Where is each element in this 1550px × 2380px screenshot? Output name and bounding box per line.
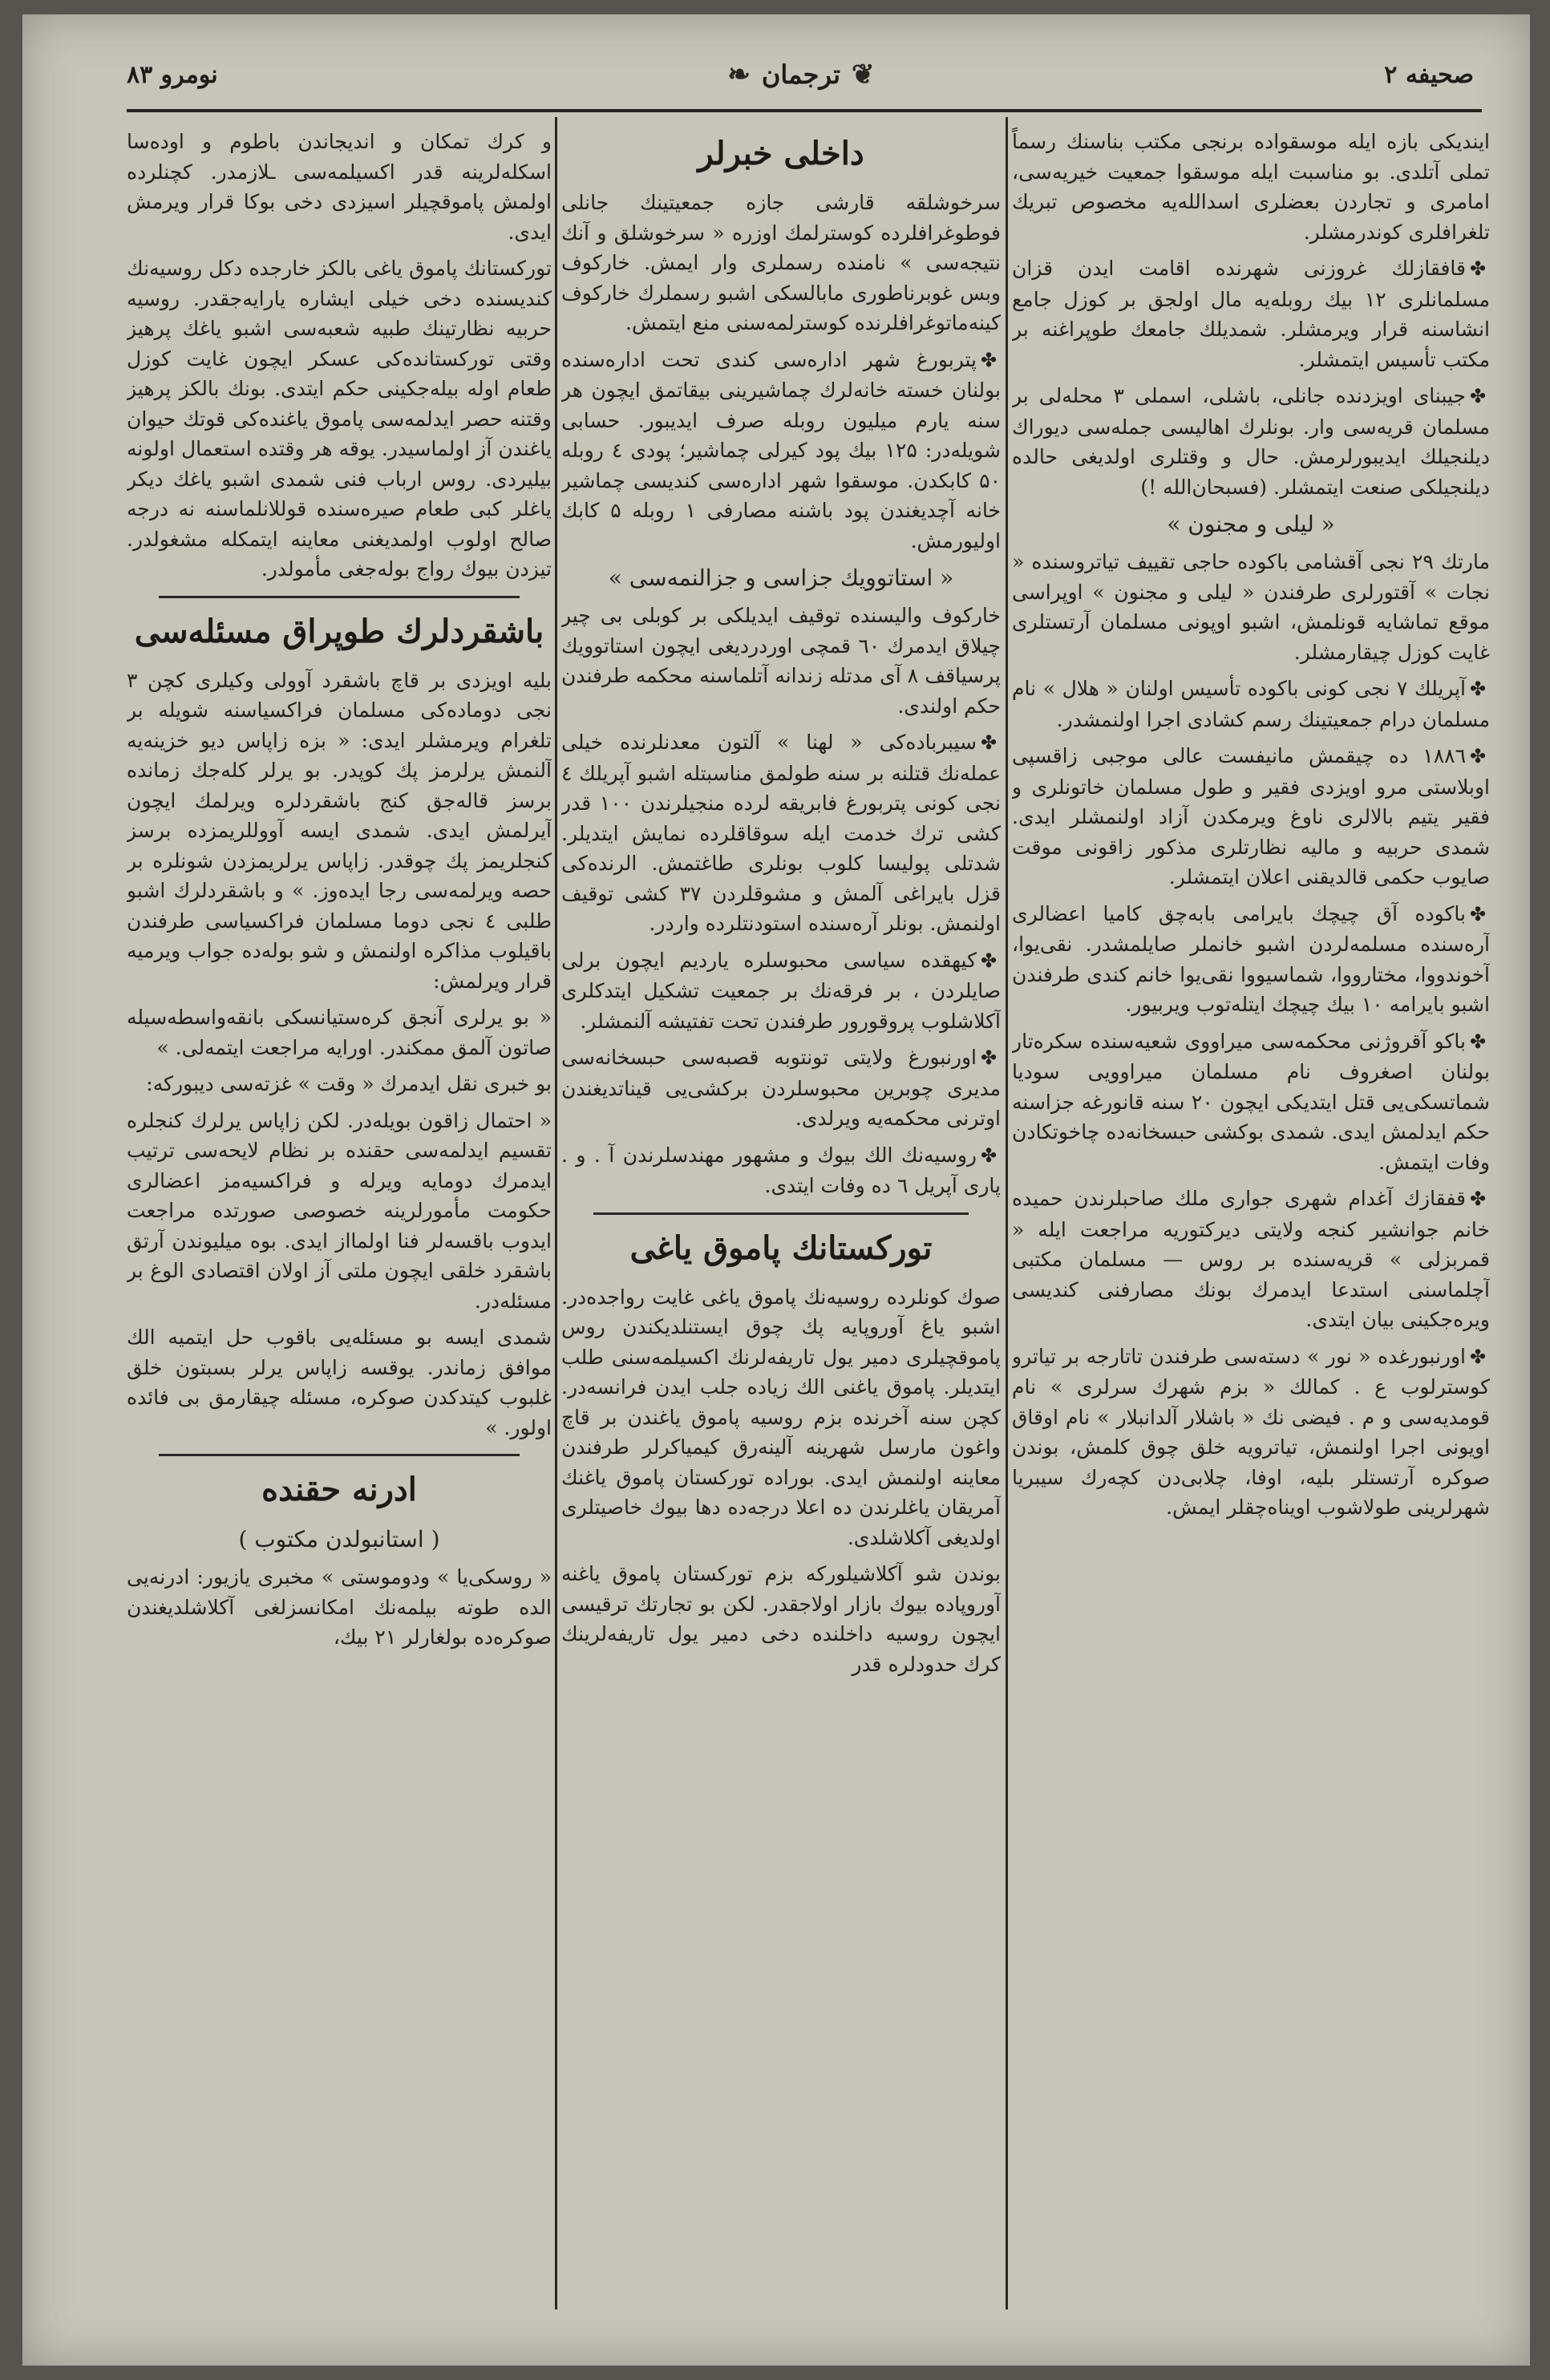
- news-paragraph: ✤قفقازك آغدام شهری جواری ملك صاحبلرندن حمیده خانم جوانشیر کنجه ولایتی دیرکتوریه مراجعت ایله « قمربزلی » قریه‌سنده بر روس — مسلمان مکتبی آچلماسنی استدعا ایدمرك بونك مصارفنی کندیسی ویره‌جکینی بیان ایتدی.: [1012, 1184, 1490, 1335]
- news-paragraph: سرخوشلقه قارشی جازه جمعیتینك جانلی فوطوغرافلرده کوسترلمك اوزره « سرخوشلق و آنك نتیجه‌سی » نامنده رسملری وار ایمش. خارکوف وبس غوبرناطوری مابالسکی اشبو رسملرك خارکوف کینه‌ماتوغرافلرنده کوسترلمه‌سنی منع ایتمش.: [561, 191, 1001, 334]
- subheading: ( استانبولدن مکتوب ): [238, 1526, 440, 1552]
- column-left: [127, 127, 552, 2309]
- news-paragraph: « بو یرلری آنجق کرەستیانسکی بانقه‌واسطه‌سیله صاتون آلمق ممکندر. اورایه مراجعت ایتمەلی. »: [127, 1006, 552, 1059]
- header-rule: [127, 109, 1482, 112]
- section-heading: ادرنه حقنده: [261, 1471, 417, 1508]
- page-header: [127, 47, 1474, 103]
- bullet-icon: ✤: [980, 1046, 998, 1069]
- bullet-icon: ✤: [1469, 902, 1487, 925]
- section-divider: [159, 1454, 520, 1456]
- bullet-icon: ✤: [1469, 1030, 1487, 1053]
- news-paragraph: صوك کونلرده روسیه‌نك پاموق یاغی غایت رواجده‌در. اشبو یاغ آوروپایه پك چوق ایستنلدیکندن روس پاموقچیلری دمیر یول تاریفه‌لرنك اکسیلمه‌سنی طلب ایتدیلر. پاموق یاغنی الك زیاده جلب ایدن فرانسه‌در. کچن سنه آخرنده بزم روسیه پاموق یاغندن بر قاچ واغون مارسل شهرینه آلینه‌رق کیمیاکرلر طرفندن معاینه اولنمش ایدی. بوراده تورکستان پاموق یاغنك آمریقان یاغلرندن ده اعلا درجه‌ده دها بیوك خاصیتلری اولدیغی آکلاشلدی.: [561, 1285, 1001, 1549]
- column-right: [1012, 127, 1490, 2309]
- news-paragraph: خارکوف والیسنده توقیف ایدیلکی بر کوبلی بی چیر چیلاق ایدمرك ٦۰ قمچی اوردردیغی ایچون استاتوویك پرسیاقف ۸ آی مدتله زندانه آتلماسنه محکمه طرفندن حکم اولندی.: [561, 604, 1001, 718]
- news-paragraph: بوندن شو آکلاشیلورکه بزم تورکستان پاموق یاغنه آوروپاده بیوك بازار اولاجقدر. لکن بو تجارتك ترقیسی ایچون روسیه داخلنده دخی دمیر یول تاریفه‌لرینك کرك حدودلره قدر: [561, 1562, 1001, 1676]
- section-heading: داخلی خبرلر: [698, 135, 864, 172]
- news-paragraph: تورکستانك پاموق یاغی بالکز خارجده دکل روسیه‌نك کندیسنده دخی خیلی ایشاره یارایه‌جقدر. روسیه حربیه نظارتینك طبیه شعبه‌سی اشبو یاغك پرهیز وقتی تورکستانده‌کی عسکر ایچون غایت کوزل طعام اوله بیله‌جکینی حکم ایتدی. بونك بالکز پرهیز وقتنه حصر ایدلمه‌سی پاموق یاغنده‌کی قوتك حیوان یاغندن آز اولماسیدر. یوقه هر وقتده استعمال اولونه بیلیردی. روس ارباب فنی شمدی اشبو یاغك دیکر یاغلر کبی طعام صیره‌سنده قوللانلماسنه نه درجه صالح اولوب اولمدیغنی معاینه ایتمکله مشغولدر. تیزدن بیوك رواج بوله‌جغی مأمولدر.: [127, 257, 552, 581]
- news-paragraph: بلیه اویزدی بر قاچ باشقرد آوولی وکیلری کچن ۳ نجی دوماده‌کی مسلمان فراکسیاسنه شویله بر تلغرام ویرمشلر ایدی: « بزه زاپاس دیو خزینه‌یه آلنمش یرلرمز پك کوپدر. بو یرلر کلەجك زمانده برسز قالەجق کنج باشقردلره ویرلمك ایچون آیرلمش ایدی. شمدی ایسه آووللریمزده برسز کنجلریمز پك چوقدر. زاپاس یرلریمزدن شونلره بر حصه ویرلمه‌سی رجا ایدەوز. » و باشقردلرك اشبو طلبی ٤ نجی دوما مسلمان فراکسیاسی طرفندن باقیلوب مذاکره اولنمش و شو بولەده جواب ویرمیه قرار ویرلمش:: [127, 668, 552, 993]
- news-paragraph: ✤کیهقده سیاسی محبوسلره یاردیم ایچون برلی صایلردن ، بر فرقه‌نك بر جمعیت تشکیل ایتدکلری آکلاشلوب پروقورور طرفندن تحت تفتیشه آلنمشلر.: [561, 945, 1001, 1037]
- news-paragraph: و کرك تمکان و انديجاندن باطوم و اوده‌سا اسکله‌لرینه قدر اکسیلمه‌سی ـلازمدر. کچنلرده اولمش پاموقچیلر اسیزدی دخی بوکا قرار ویرمش ایدی.: [127, 130, 552, 244]
- column-middle: [561, 127, 1001, 2309]
- ornament-icon: ❦: [852, 59, 875, 91]
- news-paragraph: ✤آپریلك ۷ نجی کونی باکوده تأسیس اولنان « هلال » نام مسلمان درام جمعیتینك رسم کشادی اجرا اولنمشدر.: [1012, 674, 1490, 735]
- news-paragraph: « روسکی‌یا » ودوموستی » مخبری یازیور: ادرنه‌یی الده طوته بیلمه‌نك امکانسزلغی آکلاشلدیغندن صوکره‌ده بولغارلر ۲۱ بیك،: [127, 1565, 552, 1649]
- section-heading: تورکستانك پاموق یاغی: [629, 1228, 933, 1267]
- masthead-title: ترجمان: [761, 59, 840, 90]
- section-divider: [159, 596, 520, 598]
- ornament-icon: ❧: [727, 59, 751, 91]
- bullet-icon: ✤: [1469, 1188, 1487, 1210]
- news-paragraph: ✤جیبنای اویزدنده جانلی، باشلی، اسملی ۳ محله‌لی بر مسلمان قریه‌سی وار. بونلرك اهالیسی جمله‌سی دیوراك دیلنجیلك ایدیبورلرمش. حال و وقتلری اولدیغی حالده دیلنجیلكی صنعت ایتمشلر. (فسبحان‌الله !): [1012, 381, 1490, 502]
- bullet-icon: ✤: [1469, 257, 1487, 280]
- bullet-icon: ✤: [1469, 745, 1487, 767]
- news-paragraph: « احتمال زاقون بویله‌در. لکن زاپاس یرلرك کنجلره تقسیم ایدلمه‌سی حقنده بر نظام لایحه‌سی ترتیب ایدمرك دومایه ویرله و فراکسیه‌مز اعضالری حکومت مأمورلرینه خصوصی صورتده مراجعت ایدوب باقسەلر فنا اولمااز ایدی. بوه میلیوندن آرتق باشقرد خلقی ایچون ملتی آز اولان اقتصادی الوغ بر مسئله‌در.: [127, 1108, 552, 1313]
- news-paragraph: شمدی ایسه بو مسئله‌یی باقوب حل ایتمیه الك موافق زماندر. یوقسه زاپاس یرلر بسبتون خلق غلبوب کیتدکدن صوکره، مسئله چیقارمق بی فائده اولور. »: [127, 1326, 552, 1439]
- newspaper-page: [22, 14, 1530, 2366]
- news-paragraph: بو خبری نقل ایدمرك « وقت » غزته‌سی دیبورکه:: [146, 1072, 552, 1095]
- bullet-icon: ✤: [980, 949, 998, 972]
- issue-number: نومرو ۸۳: [127, 60, 218, 89]
- news-paragraph: ✤قافقازلك غروزنی شهرنده اقامت ایدن قزان مسلمانلری ۱۲ بیك روبله‌یه مال اولجق بر کوزل جامع انشاسنه قرار ویرمشلر. شمدیلك جامعك طوپراغنه بر مکتب تأسیس ایتمشلر.: [1012, 253, 1490, 374]
- news-paragraph: ✤باکوده آق چیچك بایرامی بابه‌چق کامیا اعضالری آره‌سنده مسلمه‌لردن اشبو خانملر صایلمشدر. نقی‌یوا، آخوندووا، مختاروو‌ا، شماسیووا نقی‌یوا خانم کندی طرفندن اشبو بایرامه ۱۰ بیك چیچك ایتله‌توب ویربیور.: [1012, 899, 1490, 1020]
- bullet-icon: ✤: [1469, 385, 1487, 407]
- column-divider: [1006, 117, 1008, 2309]
- bullet-icon: ✤: [1469, 1345, 1487, 1368]
- news-paragraph: ✤روسیه‌نك الك بیوك و مشهور مهندسلرندن آ . و . پاری آپریل ٦ ده وفات ایتدی.: [561, 1140, 1001, 1201]
- news-paragraph: ✤اورنبورغده « نور » دسته‌سی طرفندن تاتارجه بر تیاترو کوسترلوب ع . کمالك « بزم شهرك سرلری » نام قومدیه‌سی و م . فیضی نك « باشلار آلدانبلار » نام اوقاق اویونی اجرا اولنمش، تیاترویه خلق چوق کلمش، بوندن صوکره آرتستلر بلیه، اوفا، چلابی‌دن کچه‌رك سیبریا شهرلرینی طولاشوب اویناه‌چقلر ایمش.: [1012, 1342, 1490, 1523]
- subheading: « استاتوویك جزاسی و جزالنمه‌سی »: [608, 565, 954, 591]
- bullet-icon: ✤: [980, 1143, 998, 1167]
- column-divider: [555, 117, 557, 2309]
- bullet-icon: ✤: [1469, 678, 1487, 700]
- news-paragraph: مارتك ۲۹ نجی آقشامی باکوده حاجی تقییف تیاترو‌سنده « نجات » آقتورلری طرفندن « لیلی و مجنون » اوپراسی موقع تماشایه قونلمش، اشبو اوپونی مسلمان آرتستلری غایت کوزل چیقارمشلر.: [1012, 550, 1490, 664]
- news-paragraph: ✤باکو آقروژنی محکمه‌سی میراووی شعیه‌سنده سکره‌تار بولنان اصغروف نام مسلمان میراوویی سودیا شماتسکی‌یی قتل ایتدیکی ایچون ۲۰ سنه قانورغه جزاسنه حکم ایدلمش ایدی. شمدی بوکشی حبسخانه‌ده چاخوتکادن وفات ایتمش.: [1012, 1026, 1490, 1178]
- masthead: [727, 59, 874, 91]
- news-paragraph: ✤پتربورغ شهر اداره‌سی کندی تحت اداره‌سنده بولنان خسته خانه‌لرك چماشیرینی بیقاتمق ایچون هر سنه یارم میلیون روبله صرف ایدیبور. حسابی شویله‌در: ۱۲۵ بیك پود کیرلی چماشیر؛ پودی ٤ روبله ۵۰ کابکدن. موسقوا شهر اداره‌سی کندیسی چماشیر خانه آچدیغندن پود باشنه مصارفی ۱ روبله ۵ کابك اولیورمش.: [561, 345, 1001, 557]
- section-heading: باشقردلرك طوپراق مسئله‌سی: [134, 612, 544, 650]
- section-divider: [593, 1212, 969, 1215]
- news-paragraph: ✤۱۸۸٦ ده چیقمش مانیفست عالی موجبی زاقسپی اوبلاستی مرو اویزدی فقیر و طول مسلمان خاتونلری و فقیر یتیم بالالری ناوغ ویرمکدن آزاد اولنمشلر ایدی. شمدی حربیه و مالیه نظارتلری مذکور زاقونی موقت صایوب حکمی قالدیقنی اعلان ایتمشلر.: [1012, 741, 1490, 892]
- bullet-icon: ✤: [980, 731, 998, 754]
- news-paragraph: ✤اورنبورغ ولایتی تونتوبه قصبه‌سی حبسخانه‌سی مدیری چوبرین محبوسلردن برکشی‌یی قیناتدیغندن اوترنی محکمه‌یه ویرلدی.: [561, 1042, 1001, 1134]
- page-number: صحیفه ۲: [1384, 60, 1474, 89]
- news-paragraph: ایندیکی بازه ایله موسقواده برنجی مکتب بناسنك رسماً تملی آتلدی. بو مناسبت ایله موسقوا جمعیت خیریه‌سی، امامری و تجاردن بعضلری اسدالله‌یه مخصوص تبریك تلغرافلری کوندرمشلر.: [1012, 130, 1490, 244]
- subheading: « لیلی و مجنون »: [1167, 511, 1335, 537]
- bullet-icon: ✤: [980, 348, 998, 371]
- news-paragraph: ✤سیبرباده‌کی « لهنا » آلتون معدنلرنده خیلی عمله‌نك قتلنه بر سنه طولمق مناسبتله اشبو آپریلك ٤ نجی کونی پتربورغ فابریقه لرده منجیلرندن ۱۰۰ قدر کشی ترك خدمت ایله سوقاقلرده نمایش ایتدیلر. شدتلی پولیسا کلوب بونلری طاغتمش. الرنده‌کی قزل بایراغی آلمش و مشوقلردن ۳۷ کشی توقیف اولنمش. بونلر آره‌سنده استودنتلرده واردر.: [561, 727, 1001, 939]
